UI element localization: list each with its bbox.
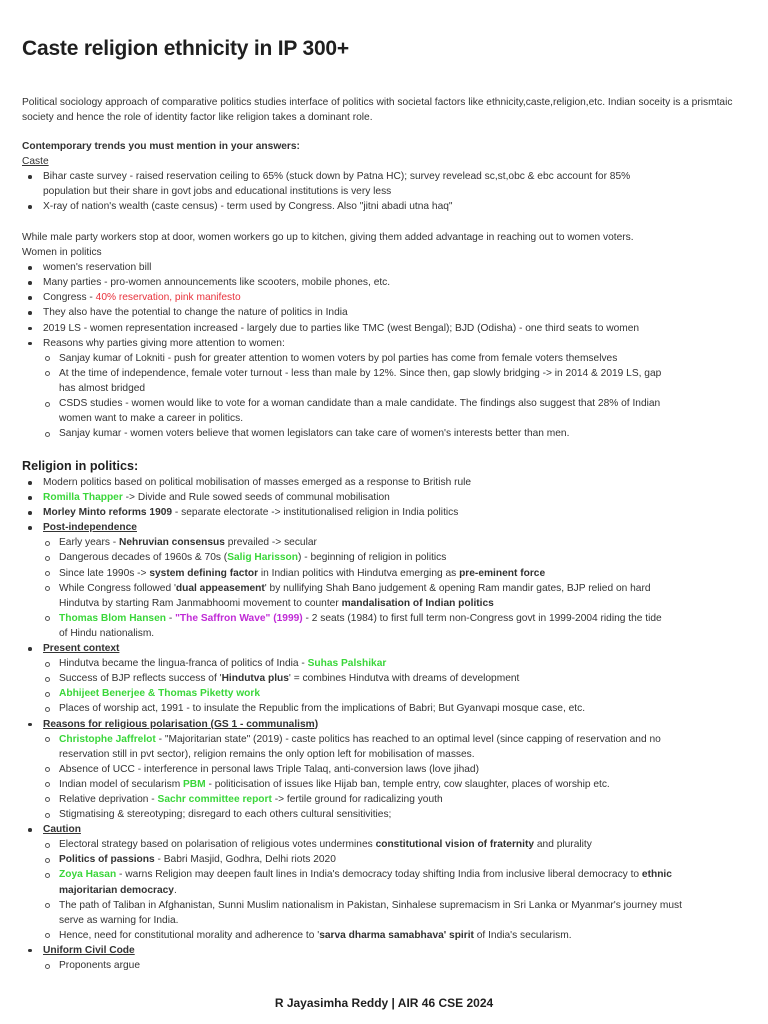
sub-list-item: The path of Taliban in Afghanistan, Sunni Muslim nationalism in Pakistan, Sinhalese supremacism in Sri Lanka or Myanmar's journey must serve as warning for India. xyxy=(22,898,748,928)
list-item: Bihar caste survey - raised reservation ceiling to 65% (stuck down by Patna HC); survey revelead sc,st,obc & ebc account for 85% population but their share in govt jobs and educational institutions is very less xyxy=(22,169,748,199)
present-context-label: Present context xyxy=(43,643,120,655)
list-item xyxy=(22,641,748,656)
caste-list xyxy=(22,169,748,214)
caution-label: Caution xyxy=(43,824,81,836)
scholar-name: PBM xyxy=(183,778,206,790)
sub-list-item: Since late 1990s -> system defining factor in Indian politics with Hindutva emerging as pre-eminent force xyxy=(22,566,748,581)
page-title: Caste religion ethnicity in IP 300+ xyxy=(22,37,349,60)
sub-list-item: Absence of UCC - interference in personal laws Triple Talaq, anti-conversion laws (love jihad) xyxy=(22,762,748,777)
list-item: Morley Minto reforms 1909 - separate electorate -> institutionalised religion in India politics xyxy=(22,505,748,520)
ucc-label: Uniform Civil Code xyxy=(43,944,135,956)
sub-list-item: Politics of passions - Babri Masjid, Godhra, Delhi riots 2020 xyxy=(22,852,748,867)
trends-section xyxy=(22,139,748,214)
sub-list-item: Early years - Nehruvian consensus prevailed -> secular xyxy=(22,535,748,550)
scholar-name: Abhijeet Benerjee & Thomas Piketty work xyxy=(59,688,260,700)
list-item: X-ray of nation's wealth (caste census) - term used by Congress. Also "jitni abadi utna haq" xyxy=(22,199,748,214)
intro-paragraph: Political sociology approach of comparative politics studies interface of politics with societal factors like ethnicity,caste,religion,etc. Indian soceity is a prismtaic society and hence the role of identity factor like religion takes a dominant role. xyxy=(22,97,733,123)
list-item: 2019 LS - women representation increased - largely due to parties like TMC (west Bengal); BJD (Odisha) - one third seats to women xyxy=(22,321,748,336)
sub-list-item: While Congress followed 'dual appeasement' by nullifying Shah Bano judgement & opening Ram mandir gates, BJP relied on hard Hindutva by starting Ram Janmabhoomi movement to counter mandalisation of Indian politics xyxy=(22,581,748,611)
women-list xyxy=(22,260,748,441)
women-section xyxy=(22,230,748,441)
sub-list-item: Thomas Blom Hansen - "The Saffron Wave" (1999) - 2 seats (1984) to first full term non-Congress govt in 1999-2004 riding the tide of Hindu nationalism. xyxy=(22,611,748,641)
scholar-name: Christophe Jaffrelot xyxy=(59,733,156,745)
sub-list-item: Relative deprivation - Sachr committee report -> fertile ground for radicalizing youth xyxy=(22,792,748,807)
reasons-label: Reasons for religious polarisation (GS 1 - communalism) xyxy=(43,718,319,730)
sub-list-item: Zoya Hasan - warns Religion may deepen fault lines in India's democracy today shifting India from inclusive liberal democracy to ethnic majoritarian democracy. xyxy=(22,867,748,897)
caste-label: Caste xyxy=(22,156,49,168)
sub-list-item: Sanjay kumar of Lokniti - push for greater attention to women voters by pol parties has come from female voters themselves xyxy=(22,351,748,366)
list-item: Many parties - pro-women announcements like scooters, mobile phones, etc. xyxy=(22,275,748,290)
list-item: Reasons why parties giving more attention to women: xyxy=(22,336,748,351)
scholar-name: Romilla Thapper xyxy=(43,492,123,504)
scholar-name: Suhas Palshikar xyxy=(307,658,387,670)
list-item: Romilla Thapper -> Divide and Rule sowed seeds of communal mobilisation xyxy=(22,490,748,505)
list-item: Congress - 40% reservation, pink manifesto xyxy=(22,290,748,305)
sub-list-item: Success of BJP reflects success of 'Hindutva plus' = combines Hindutva with dreams of development xyxy=(22,671,748,686)
sub-list-item: CSDS studies - women would like to vote for a woman candidate than a male candidate. The findings also suggest that 28% of Indian women want to make a career in politics. xyxy=(22,396,748,426)
sub-list-item: Hence, need for constitutional morality and adherence to 'sarva dharma samabhava' spirit of India's secularism. xyxy=(22,928,748,943)
religion-section xyxy=(22,458,748,973)
post-independence-label: Post-independence xyxy=(43,522,137,534)
religion-list xyxy=(22,475,748,973)
sub-list-item: Hindutva became the lingua-franca of politics of India - Suhas Palshikar xyxy=(22,656,748,671)
sub-list-item: Indian model of secularism PBM - politicisation of issues like Hijab ban, temple entry, cow slaughter, places of worship etc. xyxy=(22,777,748,792)
footer-author: R Jayasimha Reddy | AIR 46 CSE 2024 xyxy=(274,996,494,1010)
trends-heading: Contemporary trends you must mention in your answers: xyxy=(22,141,300,152)
highlight-text: 40% reservation, pink manifesto xyxy=(95,292,241,304)
list-item xyxy=(22,520,748,535)
sub-list-item: At the time of independence, female voter turnout - less than male by 12%. Since then, gap slowly bridging -> in 2014 & 2019 LS, gap has almost bridged xyxy=(22,366,748,396)
sub-list-item: Places of worship act, 1991 - to insulate the Republic from the implications of Babri; But Gyanvapi mosque case, etc. xyxy=(22,701,748,716)
religion-heading: Religion in politics: xyxy=(22,459,139,473)
women-paragraph: While male party workers stop at door, women workers go up to kitchen, giving them added advantage in reaching out to women voters. xyxy=(22,232,634,243)
sub-list-item: Electoral strategy based on polarisation of religious votes undermines constitutional vision of fraternity and plurality xyxy=(22,837,748,852)
list-item: They also have the potential to change the nature of politics in India xyxy=(22,305,748,320)
sub-list-item: Dangerous decades of 1960s & 70s (Salig Harisson) - beginning of religion in politics xyxy=(22,550,748,565)
scholar-name: Thomas Blom Hansen xyxy=(59,612,166,624)
list-item: women's reservation bill xyxy=(22,260,748,275)
scholar-name: Zoya Hasan xyxy=(59,869,117,881)
sub-list-item: Sanjay kumar - women voters believe that women legislators can take care of women's interests better than men. xyxy=(22,426,748,441)
list-item: Modern politics based on political mobilisation of masses emerged as a response to British rule xyxy=(22,475,748,490)
sub-list-item: Stigmatising & stereotyping; disregard to each others cultural sensitivities; xyxy=(22,807,748,822)
scholar-name: Sachr committee report xyxy=(157,793,272,805)
list-item xyxy=(22,822,748,837)
women-label: Women in politics xyxy=(22,247,102,259)
scholar-name: Salig Harisson xyxy=(227,552,298,564)
list-item xyxy=(22,717,748,732)
sub-list-item xyxy=(22,686,748,701)
list-item xyxy=(22,943,748,958)
sub-list-item: Christophe Jaffrelot - "Majoritarian state" (2019) - caste politics has reached to an optimal level (since capping of reservation and no reservation still in pvt sector), religion remains the only option left for mobilisation of masses. xyxy=(22,732,748,762)
book-title: "The Saffron Wave" (1999) xyxy=(175,612,303,624)
sub-list-item: Proponents argue xyxy=(22,958,748,973)
